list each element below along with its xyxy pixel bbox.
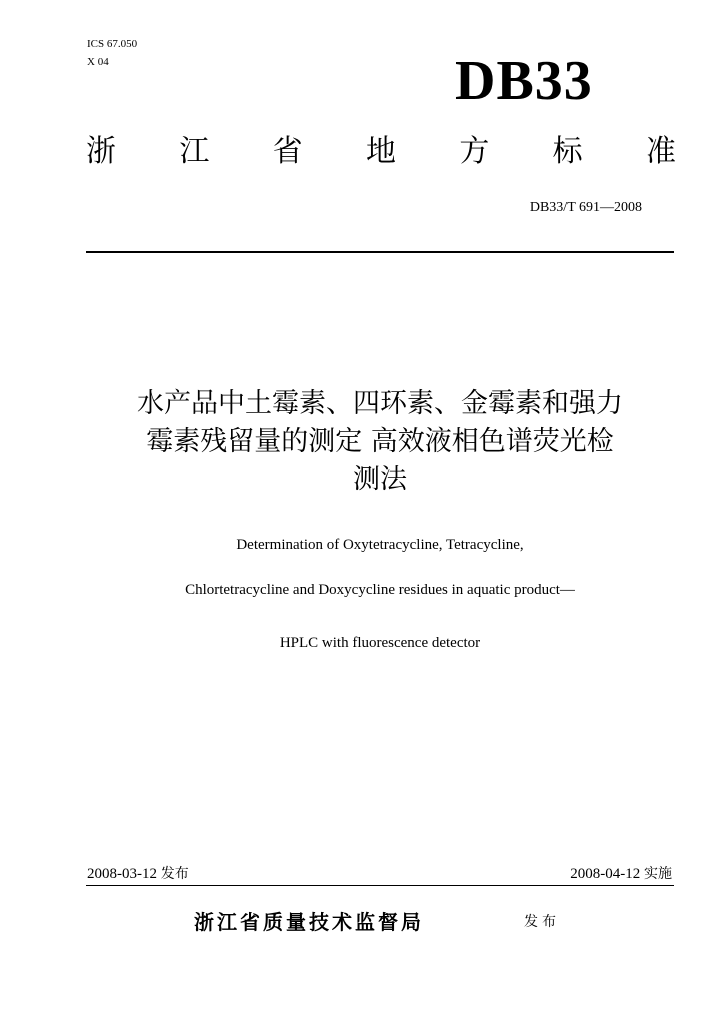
standard-type-char: 省 — [272, 134, 303, 169]
standard-type-char: 方 — [459, 134, 490, 169]
english-title-line: HPLC with fluorescence detector — [279, 635, 481, 651]
standard-type-char: 标 — [552, 134, 583, 169]
implementation-date — [570, 865, 672, 883]
chinese-title-line: 测法 — [353, 464, 407, 495]
english-title-line: Determination of Oxytetracycline, Tetracycline, — [236, 537, 524, 553]
publish-label: 发布 — [524, 914, 560, 930]
publisher-name: 浙江省质量技术监督局 — [194, 910, 424, 934]
standard-type-char: 准 — [645, 134, 676, 169]
standard-type-char: 浙 — [86, 134, 116, 169]
chinese-title — [86, 385, 674, 499]
ics-code: ICS 67.050 — [87, 38, 138, 50]
issue-date — [87, 865, 189, 883]
category-code: X 04 — [87, 56, 109, 68]
standard-type-heading — [86, 132, 676, 172]
issue-date-value: 2008-03-12 — [87, 866, 157, 882]
bottom-divider — [86, 885, 674, 886]
standard-number: DB33/T 691—2008 — [529, 200, 642, 215]
implementation-date-value: 2008-04-12 — [570, 866, 641, 882]
standard-type-char: 地 — [365, 134, 396, 169]
db33-logo: DB33 — [455, 50, 593, 112]
implementation-label: 实施 — [644, 866, 672, 882]
top-divider — [86, 251, 674, 253]
standard-type-char: 江 — [179, 134, 210, 169]
english-title-line: Chlortetracycline and Doxycycline residues in aquatic product— — [185, 582, 575, 598]
chinese-title-line: 水产品中土霉素、四环素、金霉素和强力 — [137, 388, 623, 419]
issue-label: 发布 — [160, 866, 189, 882]
chinese-title-line: 霉素残留量的测定 高效液相色谱荧光检 — [146, 426, 614, 457]
